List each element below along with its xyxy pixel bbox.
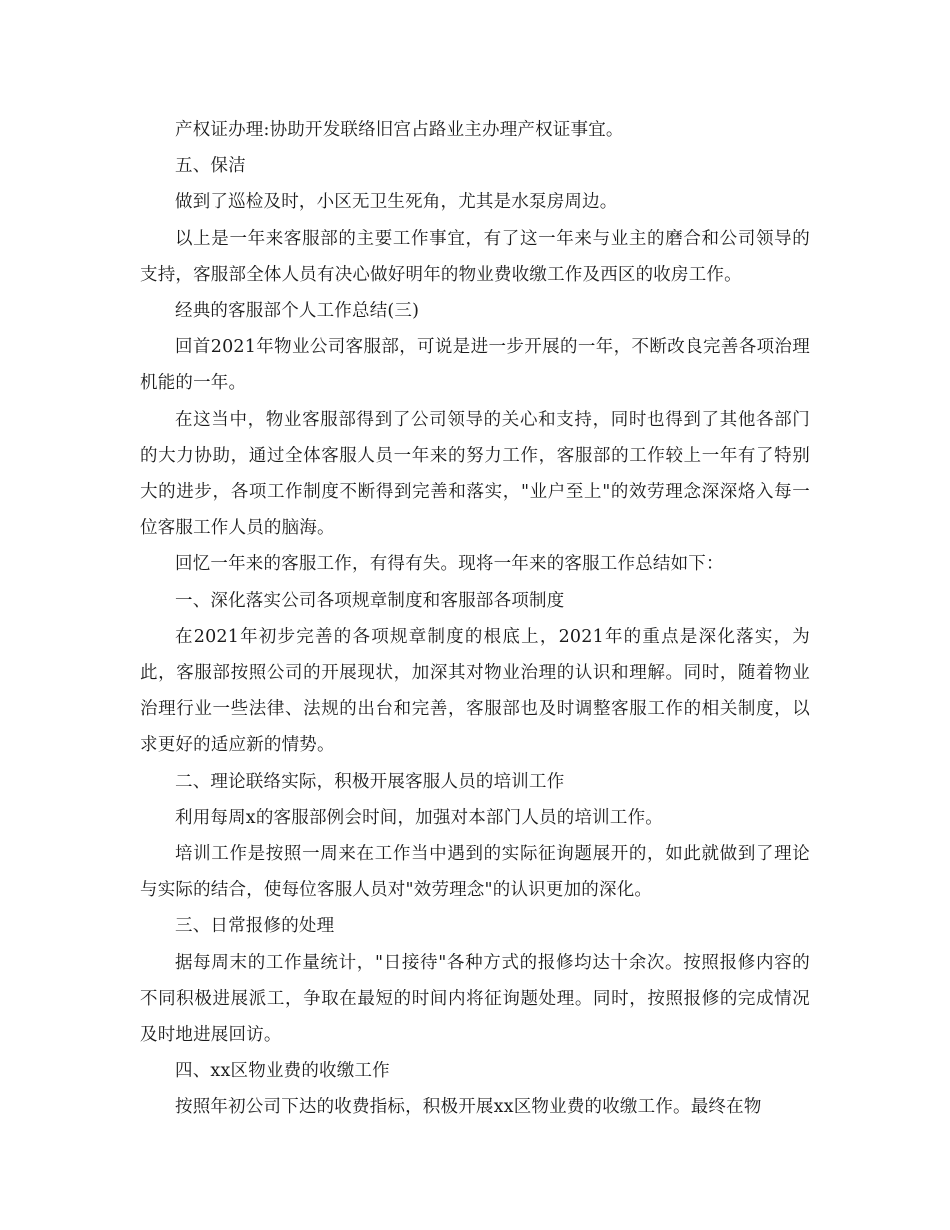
document-body xyxy=(140,112,810,1126)
paragraph-inspection: 做到了巡检及时，小区无卫生死角，尤其是水泵房周边。 xyxy=(175,192,618,213)
paragraph-recall: 回忆一年来的客服工作，有得有失。现将一年来的客服工作总结如下： xyxy=(175,554,724,575)
heading-summary-three: 经典的客服部个人工作总结(三) xyxy=(175,301,420,322)
paragraph-repairs: 据每周末的工作量统计，"日接待"各种方式的报修均达十余次。按照报修内容的不同积极进展派工，争取在最短的时间内将征询题处理。同时，按照报修的完成情况及时地进展回访。 xyxy=(140,952,810,1046)
paragraph-training: 培训工作是按照一周来在工作当中遇到的实际征询题展开的，如此就做到了理论与实际的结合，使每位客服人员对"效劳理念"的认识更加的深化。 xyxy=(140,844,810,901)
heading-training: 二、理论联络实际，积极开展客服人员的培训工作 xyxy=(175,771,565,792)
paragraph-summary: 以上是一年来客服部的主要工作事宜，有了这一年来与业主的磨合和公司领导的支持，客服部全体人员有决心做好明年的物业费收缴工作及西区的收房工作。 xyxy=(140,228,810,285)
heading-repairs: 三、日常报修的处理 xyxy=(175,916,335,937)
paragraph-weekly-meeting: 利用每周x的客服部例会时间，加强对本部门人员的培训工作。 xyxy=(175,807,663,828)
heading-fee-collection: 四、xx区物业费的收缴工作 xyxy=(175,1061,390,1082)
heading-regulations: 一、深化落实公司各项规章制度和客服部各项制度 xyxy=(175,590,565,611)
paragraph-review-year: 回首2021年物业公司客服部，可说是进一步开展的一年，不断改良完善各项治理机能的一年。 xyxy=(140,337,810,394)
paragraph-property-certificate: 产权证办理:协助开发联络旧宫占路业主办理产权证事宜。 xyxy=(175,120,624,140)
paragraph-fee-collection: 按照年初公司下达的收费指标，积极开展xx区物业费的收缴工作。最终在物 xyxy=(175,1097,762,1118)
heading-cleaning: 五、保洁 xyxy=(175,156,246,177)
paragraph-regulations: 在2021年初步完善的各项规章制度的根底上，2021年的重点是深化落实，为此，客服部按照公司的开展现状，加深其对物业治理的认识和理解。同时，随着物业治理行业一些法律、法规的出台和完善，客服部也及时调整客服工作的相关制度，以求更好的适应新的情势。 xyxy=(140,626,810,756)
paragraph-support: 在这当中，物业客服部得到了公司领导的关心和支持，同时也得到了其他各部门的大力协助，通过全体客服人员一年来的努力工作，客服部的工作较上一年有了特别大的进步，各项工作制度不断得到完善和落实，"业户至上"的效劳理念深深烙入每一位客服工作人员的脑海。 xyxy=(140,409,810,539)
